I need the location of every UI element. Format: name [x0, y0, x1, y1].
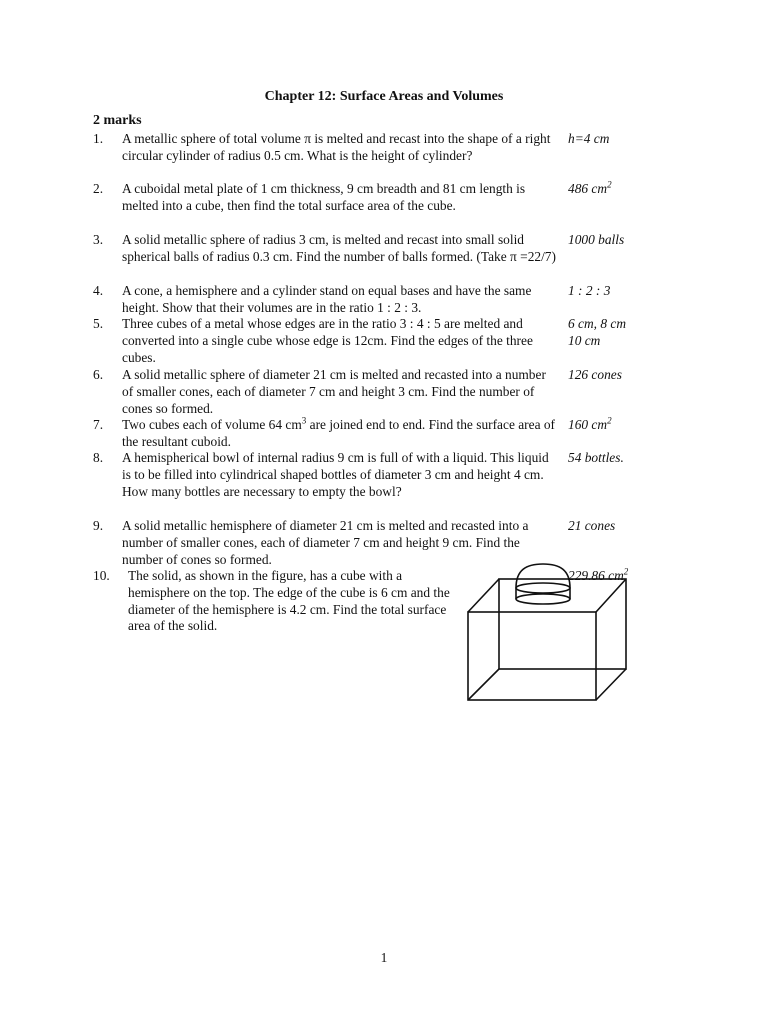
answer: 6 cm, 8 cm 10 cm: [568, 316, 627, 348]
question-text: A solid metallic sphere of diameter 21 cm is melted and recasted into a number of smaller cones, each of diameter 7 cm and height 3 cm. Find the number of cones so formed.: [122, 367, 546, 416]
answer: h=4 cm: [568, 131, 610, 146]
question-number: 5.: [93, 316, 104, 331]
answer: 1000 balls: [568, 232, 625, 247]
page-number: 1: [380, 950, 388, 965]
question-text: The solid, as shown in the figure, has a cube with a hemisphere on the top. The edge of the cube is 6 cm and the diameter of the hemisphere is 4.2 cm. Find the total surface area of the solid.: [128, 568, 450, 634]
question-number: 1.: [93, 131, 104, 146]
question-number: 8.: [93, 450, 104, 465]
chapter-title: Chapter 12: Surface Areas and Volumes: [264, 89, 504, 104]
question-number: 6.: [93, 367, 104, 382]
question-text: A solid metallic sphere of radius 3 cm, is melted and recast into small solid spherical balls of radius 0.3 cm. Find the number of balls formed. (Take π =22/7): [122, 232, 556, 264]
question-number: 7.: [93, 417, 104, 432]
cube-back-face: [499, 579, 626, 669]
question-text: A solid metallic hemisphere of diameter 21 cm is melted and recasted into a number of smaller cones, each of diameter 7 cm and height 9 cm. Find the number of cones so formed.: [122, 518, 529, 567]
hemisphere: [516, 564, 570, 604]
cube-front-face: [468, 612, 596, 700]
answer: 126 cones: [568, 367, 622, 382]
question-number: 3.: [93, 232, 104, 247]
question-text: A hemispherical bowl of internal radius 9 cm is full of with a liquid. This liquid is to be filled into cylindrical shaped bottles of diameter 3 cm and height 4 cm. How many bottles are necessary to empty the bowl?: [122, 450, 549, 499]
question-number: 10.: [93, 568, 110, 583]
question-text: Three cubes of a metal whose edges are in the ratio 3 : 4 : 5 are melted and converted into a single cube whose edge is 12cm. Find the edges of the three cubes.: [122, 316, 533, 365]
answer: 229.86 $cm^2$: [568, 566, 629, 583]
question-number: 2.: [93, 181, 104, 196]
question-text: A cone, a hemisphere and a cylinder stand on equal bases and have the same height. Show that their volumes are in the ratio 1 : 2 : 3.: [122, 283, 532, 315]
question-number: 4.: [93, 283, 104, 298]
question-text: Two cubes each of volume 64 $cm^3$ are joined end to end. Find the surface area of the resultant cuboid.: [122, 415, 556, 449]
answer: 160 $cm^2$: [568, 415, 612, 432]
answer: 21 cones: [568, 518, 616, 533]
question-text: A cuboidal metal plate of 1 cm thickness, 9 cm breadth and 81 cm length is melted into a cube, then find the total surface area of the cube.: [122, 181, 526, 213]
section-heading: 2 marks: [93, 113, 142, 128]
cube-hemisphere-figure: [466, 562, 636, 707]
question-number: 9.: [93, 518, 104, 533]
question-text: A metallic sphere of total volume π is melted and recast into the shape of a right circular cylinder of radius 0.5 cm. What is the height of cylinder?: [122, 131, 551, 163]
answer: 54 bottles.: [568, 450, 624, 465]
answer: 486 $cm^2$: [568, 179, 612, 196]
answer: 1 : 2 : 3: [568, 283, 611, 298]
